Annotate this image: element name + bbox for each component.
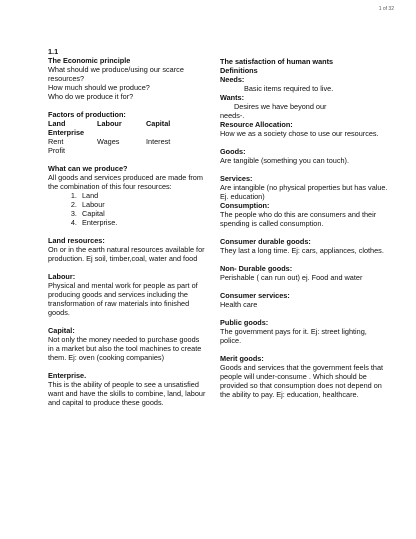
consumer-services-heading: Consumer services: <box>220 291 290 300</box>
factor-enterprise: Enterprise <box>48 128 85 137</box>
factors-row-1 <box>48 119 206 128</box>
enterprise-text: This is the ability of people to see a unsatisfied want and have the skills to combine, land, labour and capital to produce these goods. <box>48 380 206 407</box>
what-text: All goods and services produced are made from the combination of this four resources: <box>48 173 203 191</box>
durable-text: They last a long time. Ej: cars, appliances, clothes. <box>220 246 384 255</box>
nondurable-heading: Non- Durable goods: <box>220 264 293 273</box>
labour-heading: Labour: <box>48 272 76 281</box>
merit-goods-heading: Merit goods: <box>220 354 264 363</box>
consumption-text: The people who do this are consumers and their spending is called consumption. <box>220 210 377 228</box>
list-item: 2. Labour <box>79 200 206 209</box>
goods-heading: Goods: <box>220 147 246 156</box>
right-column <box>220 47 388 399</box>
wants-text-2: needs-. <box>220 111 245 120</box>
allocation-text: How we as a society chose to use our resources. <box>220 129 379 138</box>
wants-text-1: Desires we have beyond our <box>234 102 327 111</box>
durable-heading: Consumer durable goods: <box>220 237 311 246</box>
merit-goods-text: Goods and services that the government feels that people will under-consume . Which should be provided so that consumption does not depend on the ability to pay. Ej: education, healthcare. <box>220 363 384 399</box>
factors-heading: Factors of production: <box>48 110 126 119</box>
reward-rent: Rent <box>48 137 64 146</box>
public-goods-text: The government pays for it. Ej: street lighting, police. <box>220 327 367 345</box>
definitions-heading: Definitions <box>220 66 258 75</box>
public-goods-heading: Public goods: <box>220 318 269 327</box>
left-column <box>48 47 206 407</box>
wants-heading: Wants: <box>220 93 245 102</box>
allocation-heading: Resource Allocation: <box>220 120 293 129</box>
labour-text: Physical and mental work for people as part of producing goods and services including the transformation of raw materials into finished goods. <box>48 281 198 317</box>
services-heading: Services: <box>220 174 253 183</box>
reward-wages: Wages <box>97 137 120 146</box>
capital-heading: Capital: <box>48 326 75 335</box>
consumption-heading: Consumption: <box>220 201 270 210</box>
question-1: What should we produce/using our scarce resources? <box>48 65 184 83</box>
services-text: Are intangible (no physical properties but has value. Ej. education) <box>220 183 388 201</box>
factors-row-2 <box>48 137 206 146</box>
needs-heading: Needs: <box>220 75 245 84</box>
nondurable-text: Perishable ( can run out) ej. Food and water <box>220 273 363 282</box>
capital-text: Not only the money needed to purchase goods in a market but also the tool machines to create them. Ej: oven (cooking companies) <box>48 335 202 362</box>
factor-land: Land <box>48 119 66 128</box>
what-heading: What can we produce? <box>48 164 128 173</box>
question-3: Who do we produce it for? <box>48 92 134 101</box>
list-item: 4. Enterprise. <box>79 218 206 227</box>
question-2: How much should we produce? <box>48 83 150 92</box>
goods-text: Are tangible (something you can touch). <box>220 156 349 165</box>
page-number: 1 of 32 <box>378 6 394 12</box>
reward-profit: Profit <box>48 146 66 155</box>
land-heading: Land resources: <box>48 236 105 245</box>
factor-labour: Labour <box>97 119 122 128</box>
needs-text: Basic items required to live. <box>244 84 334 93</box>
economic-principle-title: The Economic principle <box>48 56 131 65</box>
list-item: 1. Land <box>79 191 206 200</box>
reward-interest: Interest <box>146 137 171 146</box>
section-number: 1.1 <box>48 47 59 56</box>
list-item: 3. Capital <box>79 209 206 218</box>
land-text: On or in the earth natural resources available for production. Ej soil, timber,coal, water and food <box>48 245 205 263</box>
factor-capital: Capital <box>146 119 171 128</box>
resource-list <box>48 191 206 227</box>
enterprise-heading: Enterprise. <box>48 371 87 380</box>
wants-title: The satisfaction of human wants <box>220 57 334 66</box>
consumer-services-text: Health care <box>220 300 258 309</box>
